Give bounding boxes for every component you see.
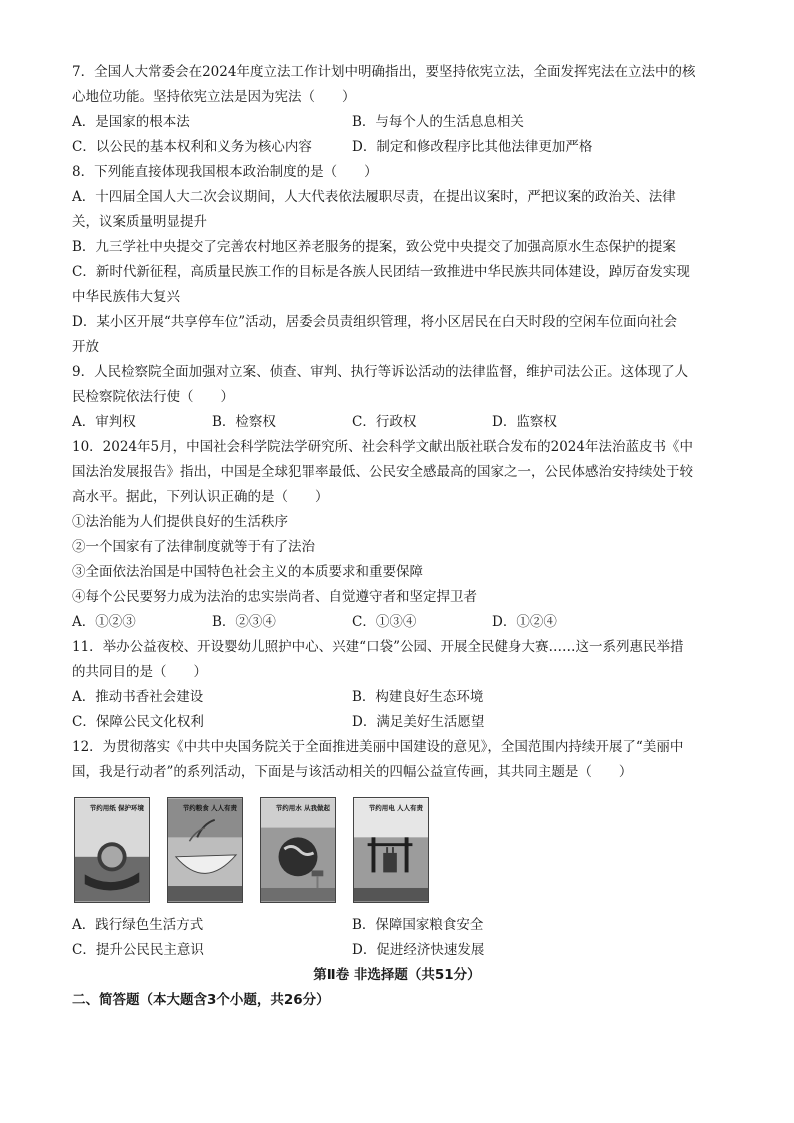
poster-water-caption: 节约用水 从我做起 — [275, 804, 330, 812]
plug-icon — [354, 798, 428, 902]
q10-stem-line1: 10．2024年5月，中国社会科学院法学研究所、社会科学文献出版社联合发布的2024年法治蓝皮书《中 — [72, 439, 693, 455]
q10-options — [72, 610, 722, 635]
q9-option-d: D．监察权 — [492, 414, 557, 430]
q11-options-row2 — [72, 710, 722, 735]
q11-option-c: C．保障公民文化权利 — [72, 714, 204, 730]
q10-option-a: A．①②③ — [72, 614, 136, 630]
q10-option-b: B．②③④ — [212, 614, 276, 630]
q7-stem-line1: 7．全国人大常委会在2024年度立法工作计划中明确指出，要坚持依宪立法，全面发挥宪法在立法中的核 — [72, 64, 696, 80]
poster-food-caption: 节约粮食 人人有责 — [182, 804, 237, 812]
q9-option-a: A．审判权 — [72, 414, 136, 430]
poster-water — [260, 797, 336, 903]
q7-option-a: A．是国家的根本法 — [72, 114, 190, 130]
poster-electricity — [353, 797, 429, 903]
q7-option-c: C．以公民的基本权利和义务为核心内容 — [72, 139, 312, 155]
q10-stem-line2: 国法治发展报告》指出，中国是全球犯罪率最低、公民安全感最高的国家之一，公民体感治安持续处于较 — [72, 464, 693, 480]
q10-item-2: ②一个国家有了法律制度就等于有了法治 — [72, 539, 315, 555]
q9-stem-line1: 9．人民检察院全面加强对立案、侦查、审判、执行等诉讼活动的法律监督，维护司法公正。这体现了人 — [72, 364, 689, 380]
q12-stem-line2: 国，我是行动者”的系列活动，下面是与该活动相关的四幅公益宣传画，其共同主题是（ ） — [72, 764, 633, 780]
q10-item-1: ①法治能为人们提供良好的生活秩序 — [72, 514, 288, 530]
q10-item-3: ③全面依法治国是中国特色社会主义的本质要求和重要保障 — [72, 564, 423, 580]
q12-option-b: B．保障国家粮食安全 — [352, 917, 484, 933]
q8-stem: 8．下列能直接体现我国根本政治制度的是（ ） — [72, 164, 378, 180]
poster-electricity-caption: 节约用电 人人有责 — [368, 804, 423, 812]
exam-page — [72, 60, 722, 1013]
q10-item-4: ④每个公民要努力成为法治的忠实崇尚者、自觉遵守者和坚定捍卫者 — [72, 589, 477, 605]
q9-option-c: C．行政权 — [352, 414, 417, 430]
q10-option-c: C．①③④ — [352, 614, 417, 630]
q7-option-d: D．制定和修改程序比其他法律更加严格 — [352, 139, 593, 155]
poster-paper-caption: 节约用纸 保护环境 — [89, 804, 144, 812]
section-title: 第Ⅱ卷 非选择题（共51分） — [313, 967, 481, 983]
q9-options — [72, 410, 722, 435]
q12-option-d: D．促进经济快速发展 — [352, 942, 485, 958]
q8-option-b: B．九三学社中央提交了完善农村地区养老服务的提案，致公党中央提交了加强高原水生态保护的提案 — [72, 239, 676, 255]
q7-options-row1 — [72, 110, 722, 135]
q8-option-a-line1: A．十四届全国人大二次会议期间，人大代表依法履职尽责，在提出议案时，严把议案的政治关、法律 — [72, 189, 676, 205]
q11-option-b: B．构建良好生态环境 — [352, 689, 484, 705]
poster-paper — [74, 797, 150, 903]
bowl-rice-icon — [168, 798, 242, 902]
q7-options-row2 — [72, 135, 722, 160]
q12-stem-line1: 12．为贯彻落实《中共中央国务院关于全面推进美丽中国建设的意见》，全国范围内持续开展了“美丽中 — [72, 739, 684, 755]
q12-option-a: A．践行绿色生活方式 — [72, 917, 204, 933]
q9-stem-line2: 民检察院依法行使（ ） — [72, 389, 234, 405]
poster-food — [167, 797, 243, 903]
q11-options-row1 — [72, 685, 722, 710]
q11-stem-line1: 11．举办公益夜校、开设婴幼儿照护中心、兴建“口袋”公园、开展全民健身大赛……这一系列惠民举措 — [72, 639, 684, 655]
q10-option-d: D．①②④ — [492, 614, 557, 630]
q12-options-row2 — [72, 938, 722, 963]
q12-option-c: C．提升公民民主意识 — [72, 942, 204, 958]
q7-option-b: B．与每个人的生活息息相关 — [352, 114, 524, 130]
q11-option-d: D．满足美好生活愿望 — [352, 714, 485, 730]
q11-stem-line2: 的共同目的是（ ） — [72, 664, 207, 680]
q12-options-row1 — [72, 913, 722, 938]
hand-globe-icon — [75, 798, 149, 902]
q11-option-a: A．推动书香社会建设 — [72, 689, 204, 705]
q8-option-d-line2: 开放 — [72, 339, 99, 355]
q8-option-c-line1: C．新时代新征程，高质量民族工作的目标是各族人民团结一致推进中华民族共同体建设，踔厉奋发实现 — [72, 264, 690, 280]
q9-option-b: B．检察权 — [212, 414, 276, 430]
q8-option-a-line2: 关，议案质量明显提升 — [72, 214, 207, 230]
q8-option-d-line1: D．某小区开展“共享停车位”活动，居委会员责组织管理，将小区居民在白天时段的空闲车位面向社会 — [72, 314, 678, 330]
q10-stem-line3: 高水平。据此，下列认识正确的是（ ） — [72, 489, 329, 505]
q12-poster-row — [74, 797, 722, 903]
q8-option-c-line2: 中华民族伟大复兴 — [72, 289, 180, 305]
section-subtitle: 二、简答题（本大题含3个小题，共26分） — [72, 992, 330, 1008]
q7-stem-line2: 心地位功能。坚持依宪立法是因为宪法（ ） — [72, 89, 356, 105]
earth-faucet-icon — [261, 798, 335, 902]
